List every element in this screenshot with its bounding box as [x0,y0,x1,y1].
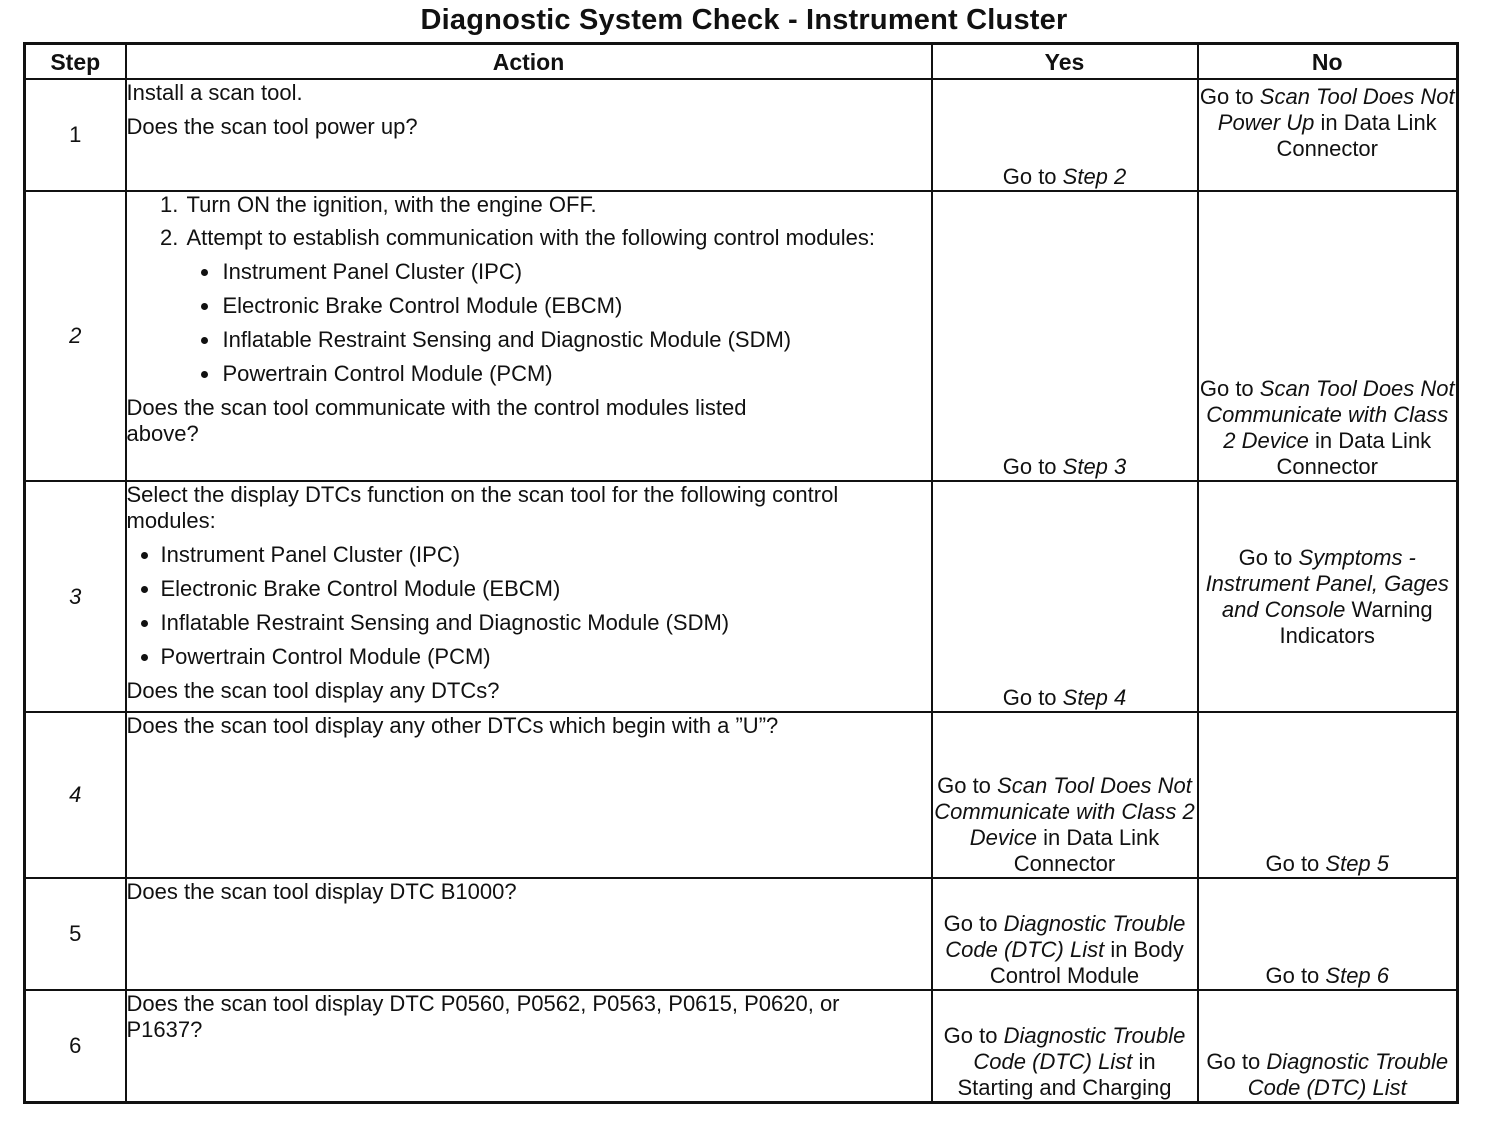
table-row-step-1 [25,79,1458,191]
action-cell [126,712,932,878]
reference-link-text: Scan Tool Does Not Communicate with Class 2 Device [934,773,1195,850]
header-step: Step [25,44,126,80]
reference-link-text: Step 5 [1325,851,1390,876]
reference-link-text: Step 6 [1325,963,1390,988]
yes-cell [932,79,1198,191]
step-number: 1 [25,79,126,191]
reference-text: Go to [937,773,998,798]
reference-text: Go to [1206,1048,1267,1074]
module-list [127,542,931,670]
action-question: Does the scan tool communicate with the control modules listed above? [126,395,747,446]
instruction-text: Attempt to establish communication with the following control modules: [186,225,875,250]
yes-cell [932,712,1198,878]
yes-cell [932,481,1198,712]
no-cell [1198,481,1458,712]
reference-link-text: Symptoms - Instrument Panel, Gages and Console [1205,544,1449,622]
reference-text: Go to [1238,544,1299,570]
reference-text: Go to [1199,376,1260,401]
yes-cell [932,878,1198,990]
reference-text: Go to [1265,963,1326,988]
reference-link-text: Scan Tool Does Not Communicate with Class 2 Device [1206,376,1455,453]
header-no: No [1198,44,1458,80]
reference-text: in Data Link Connector [1013,825,1160,876]
reference-link-text: Step 3 [1062,454,1127,479]
action-cell [126,990,932,1102]
list-item: • Instrument Panel Cluster (IPC) [161,542,931,568]
reference-link-text: Step 2 [1062,164,1127,189]
no-cell [1198,878,1458,990]
reference-text: Go to [1002,164,1063,189]
module-list [187,259,931,387]
reference-text: in Data Link Connector [1276,428,1432,479]
no-cell [1198,79,1458,191]
reference-text: Go to [1265,851,1326,876]
no-cell [1198,712,1458,878]
list-item: • Instrument Panel Cluster (IPC) [221,259,931,285]
reference-link-text: Step 4 [1062,685,1127,710]
reference-text: in Starting and Charging [957,1048,1172,1100]
action-line: Install a scan tool. [126,80,303,105]
reference-text: in Body Control Module [989,937,1184,988]
action-cell [126,79,932,191]
reference-link-text: Diagnostic Trouble Code (DTC) List [973,1022,1186,1074]
table-row-step-4 [25,712,1458,878]
step-number: 4 [25,712,126,878]
list-item: • Powertrain Control Module (PCM) [221,361,931,387]
reference-text: in Data Link Connector [1276,110,1437,161]
reference-text: Go to [943,911,1004,936]
action-question: Does the scan tool display DTC P0560, P0562, P0563, P0615, P0620, or P1637? [126,991,840,1042]
diagnostic-table [23,42,1459,1104]
reference-link-text: Diagnostic Trouble Code (DTC) List [945,911,1186,962]
table-row-step-6 [25,990,1458,1102]
action-cell [126,878,932,990]
table-row-step-3 [25,481,1458,712]
step-number: 6 [25,990,126,1102]
list-item: • Inflatable Restraint Sensing and Diagnostic Module (SDM) [221,327,931,353]
instruction-item: 1. Turn ON the ignition, with the engine OFF. [185,192,931,218]
action-question: Does the scan tool display DTC B1000? [126,879,517,904]
action-question: Does the scan tool display any other DTCs which begin with a ”U”? [126,713,779,738]
reference-link-text: Diagnostic Trouble Code (DTC) List [1247,1048,1449,1100]
action-cell [126,481,932,712]
yes-cell [932,990,1198,1102]
list-item: • Electronic Brake Control Module (EBCM) [221,293,931,319]
table-row-step-5 [25,878,1458,990]
list-item: • Inflatable Restraint Sensing and Diagnostic Module (SDM) [161,610,931,636]
instruction-item [185,225,931,387]
step-number: 2 [25,191,126,481]
no-cell [1198,990,1458,1102]
reference-text: Go to [1199,84,1260,109]
table-row-step-2 [25,191,1458,481]
list-item: • Electronic Brake Control Module (EBCM) [161,576,931,602]
header-yes: Yes [932,44,1198,80]
action-cell [126,191,932,481]
step-number: 3 [25,481,126,712]
action-question: Does the scan tool display any DTCs? [126,678,500,703]
page-title: Diagnostic System Check - Instrument Cluster [420,4,1068,36]
reference-text: Warning Indicators [1279,596,1433,648]
list-item: • Powertrain Control Module (PCM) [161,644,931,670]
reference-text: Go to [943,1022,1004,1048]
step-number: 5 [25,878,126,990]
numbered-instructions [127,192,931,387]
action-question: Does the scan tool power up? [126,114,418,139]
yes-cell [932,191,1198,481]
no-cell [1198,191,1458,481]
reference-link-text: Scan Tool Does Not Power Up [1217,84,1455,135]
action-intro: Select the display DTCs function on the scan tool for the following control modules: [126,482,839,533]
header-row [25,44,1458,80]
reference-text: Go to [1002,685,1063,710]
header-action: Action [126,44,932,80]
reference-text: Go to [1002,454,1063,479]
